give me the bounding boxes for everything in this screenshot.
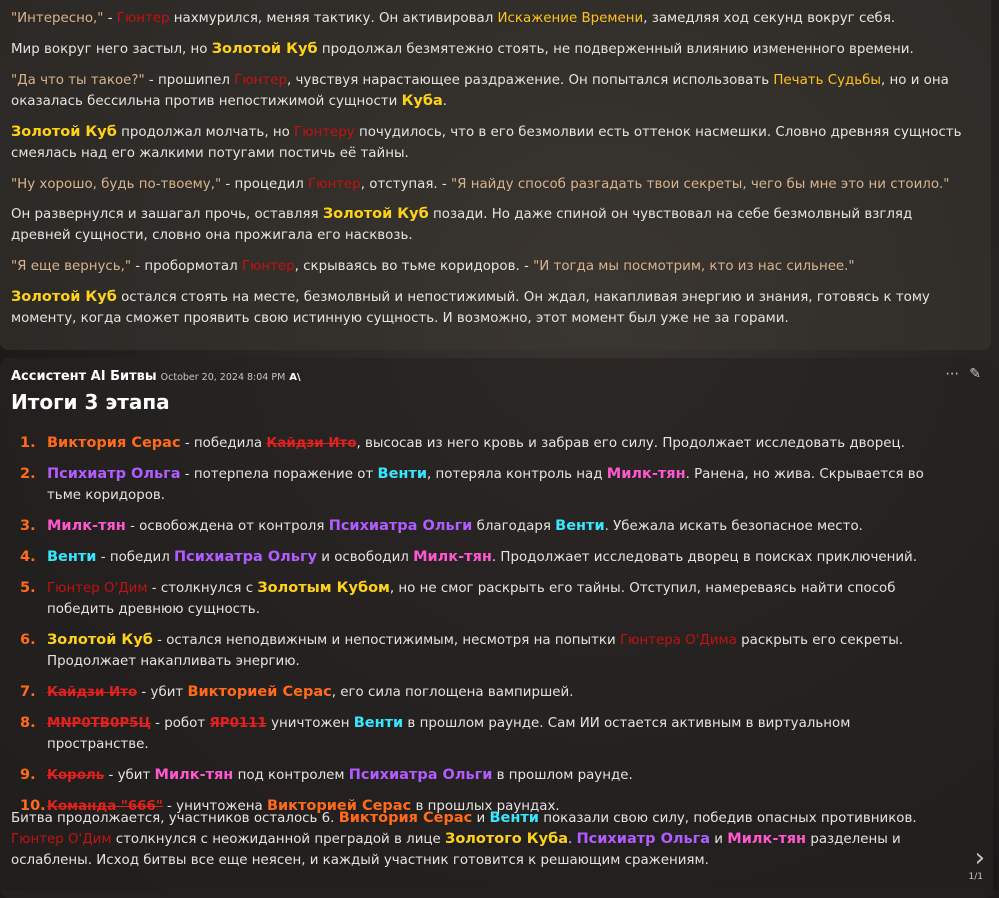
list-item: 10. Команда "666" - уничтожена Викторией Серас в прошлых раундах. <box>20 798 560 814</box>
chevron-right-icon[interactable]: › <box>974 843 985 873</box>
story-paragraph: Золотой Куб продолжал молчать, но Гюнтеру почудилось, что в его безмолвии есть оттенок насмешки. Словно древняя сущность смеялась над его жалкими потугами постичь её тайны. <box>11 124 962 161</box>
story-paragraph: "Да что ты такое?" - прошипел Гюнтер, чувствуя нарастающее раздражение. Он попытался использовать Печать Судьбы, но и она оказалась бессильна против непостижимой сущности Куба. <box>11 73 949 109</box>
list-item: 3. Милк-тян - освобождена от контроля Психиатра Ольги благодаря Венти. Убежала искать безопасное место. <box>20 518 863 534</box>
list-item: 4. Венти - победил Психиатра Ольгу и освободил Милк-тян. Продолжает исследовать дворец в поисках приключений. <box>20 549 918 565</box>
list-item: 1. Виктория Серас - победила Кайдзи Ито, высосав из него кровь и забрав его силу. Продолжает исследовать дворец. <box>20 435 905 451</box>
results-list <box>0 433 950 827</box>
story-paragraph: Он развернулся и зашагал прочь, оставляя Золотой Куб позади. Но даже спиной он чувствовал на себе безмолвный взгляд древней сущности, словно она прожигала его насквозь. <box>11 206 913 243</box>
list-item: 8. MNP0TB0P5Ц - робот ЯР0111 уничтожен Венти в прошлом раунде. Сам ИИ остается активным в виртуальном пространстве. <box>20 715 851 752</box>
message-header <box>11 366 301 388</box>
list-item: 6. Золотой Куб - остался неподвижным и непостижимым, несмотря на попытки Гюнтера О'Дима раскрыть его секреты. Продолжает накапливать энергию. <box>20 632 904 669</box>
summary-paragraph: Битва продолжается, участников осталось 6. Виктория Серас и Венти показали свою силу, победив опасных противников. Гюнтер О'Дим столкнулся с неожиданной преградой в лице Золотого Куба. Психиатр Ольга и Милк-тян разделены и ослаблены. Исход битвы все еще неясен, и каждый участник готовится к решающим сражениям. <box>11 810 917 868</box>
list-item: 7. Кайдзи Ито - убит Викторией Серас, его сила поглощена вампиршей. <box>20 684 574 700</box>
list-item: 5. Гюнтер О'Дим - столкнулся с Золотым Кубом, но не смог раскрыть его тайны. Отступил, намереваясь найти способ победить древнюю сущность. <box>20 580 896 617</box>
story-paragraph: "Ну хорошо, будь по-твоему," - процедил Гюнтер, отступая. - "Я найду способ разгадать твои секреты, чего бы мне это ни стоило." <box>11 177 950 192</box>
timestamp: October 20, 2024 8:04 PM <box>160 372 286 383</box>
ai-badge-icon: A\ <box>289 372 301 383</box>
story-paragraph: Золотой Куб остался стоять на месте, безмолвный и непостижимый. Он ждал, накапливая энергию и знания, готовясь к тому моменту, когда сможет проявить свою истинную сущность. И возможно, этот момент был уже не за горами. <box>11 289 930 326</box>
message-actions <box>945 364 981 385</box>
more-icon[interactable]: ⋯ <box>945 366 960 382</box>
author-name[interactable]: Ассистент AI Битвы <box>11 369 157 384</box>
list-item: 9. Король - убит Милк-тян под контролем Психиатра Ольги в прошлом раунде. <box>20 767 633 783</box>
pager: 1/1 <box>968 872 983 882</box>
story-paragraph: "Я еще вернусь," - пробормотал Гюнтер, скрываясь во тьме коридоров. - "И тогда мы посмотрим, кто из нас сильнее." <box>11 259 855 274</box>
list-item: 2. Психиатр Ольга - потерпела поражение от Венти, потеряла контроль над Милк-тян. Ранена, но жива. Скрывается во тьме коридоров. <box>20 466 924 503</box>
pencil-icon[interactable]: ✎ <box>969 366 981 382</box>
message-title: Итоги 3 этапа <box>11 390 170 414</box>
story-paragraph: Мир вокруг него застыл, но Золотой Куб продолжал безмятежно стоять, не подверженный влиянию измененного времени. <box>11 41 914 57</box>
story-paragraph: "Интересно," - Гюнтер нахмурился, меняя тактику. Он активировал Искажение Времени, замедляя ход секунд вокруг себя. <box>11 11 896 26</box>
